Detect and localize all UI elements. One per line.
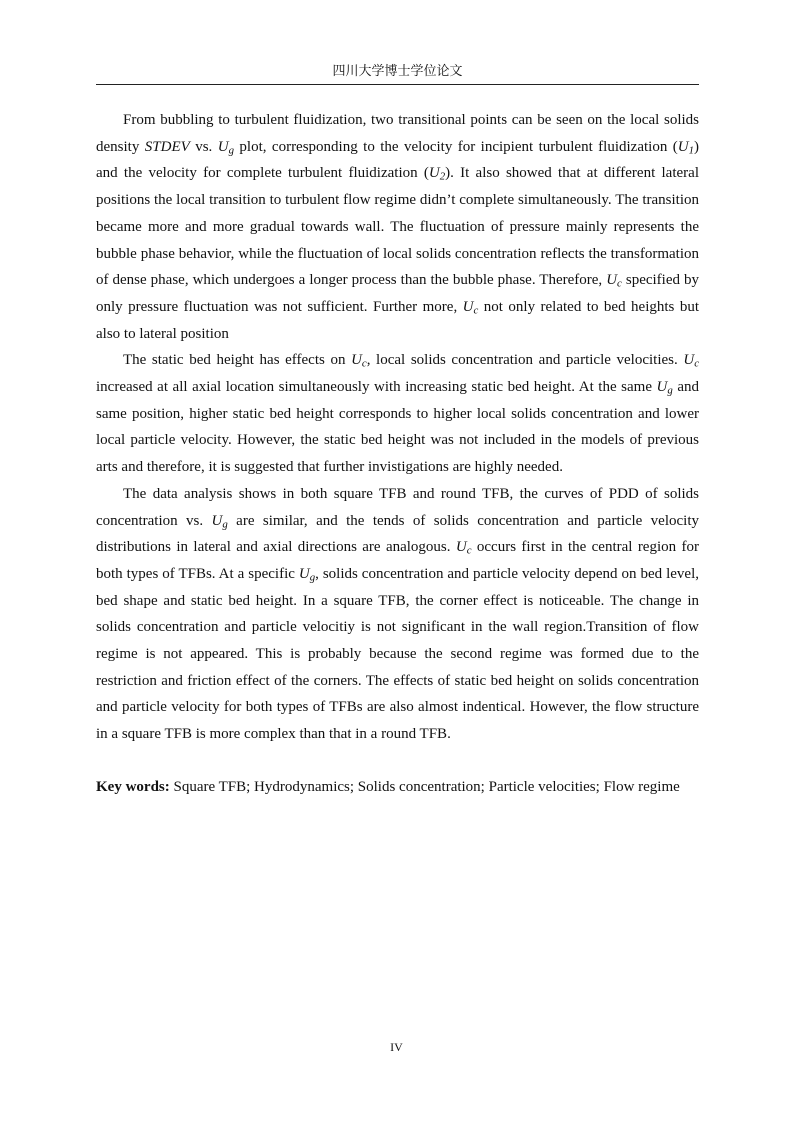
keywords-label: Key words:	[96, 778, 170, 795]
paragraph-1: From bubbling to turbulent fluidization, two transitional points can be seen on the local solids density STDEV vs. $U_g$ plot, corresponding to the velocity for incipient turbulent fluidization $(U_1)$ and the velocity for complete turbulent fluidization $(U_2)$. It also showed that at different lateral positions the local transition to turbulent flow regime didn’t complete simultaneously. The transition became more and more gradual towards wall. The fluctuation of pressure mainly represents the bubble phase behavior, while the fluctuation of local solids concentration reflects the transformation of dense phase, which undergoes a longer process than the bubble phase. Therefore, $U_c$ specified by only pressure fluctuation was not sufficient. Further more, $U_c$ not only related to bed heights but also to lateral position	[96, 112, 700, 342]
symbol-U: U	[462, 298, 474, 315]
symbol-U: U	[298, 565, 310, 582]
symbol-U: U	[606, 272, 618, 289]
symbol-U: U	[455, 539, 467, 556]
symbol-U: U	[428, 165, 440, 182]
running-header	[96, 62, 699, 85]
abstract-body	[96, 107, 699, 801]
symbol-U: U	[217, 138, 229, 155]
paragraph-2: The static bed height has effects on $U_c$, local solids concentration and particle velocities. $U_c$ increased at all axial location simultaneously with increasing static bed height. At the same $U_g$ and same position, higher static bed height corresponds to higher local solids concentration and lower local particle velocity. However, the static bed height was not included in the models of previous arts and therefore, it is suggested that further invistigations are highly needed.	[96, 352, 699, 476]
symbol-U: U	[656, 379, 668, 396]
header-title: 四川大学博士学位论文	[332, 64, 463, 79]
symbol-U: U	[683, 352, 695, 369]
symbol-U: U	[677, 138, 689, 155]
symbol-U: U	[211, 512, 223, 529]
keywords	[96, 774, 699, 801]
keywords-text: Square TFB; Hydrodynamics; Solids concentration; Particle velocities; Flow regime	[169, 778, 680, 795]
paragraph-3: The data analysis shows in both square TFB and round TFB, the curves of PDD of solids concentration vs. $U_g$ are similar, and the tends of solids concentration and particle velocity distributions in lateral and axial directions are analogous. $U_c$ occurs first in the central region for both types of TFBs. At a specific $U_g$, solids concentration and particle velocity depend on bed level, bed shape and static bed height. In a square TFB, the corner effect is noticeable. The change in solids concentration and particle velocitiy is not significant in the wall region.Transition of flow regime is not appeared. This is probably because the second regime was formed due to the restriction and friction effect of the corners. The effects of static bed height on solids concentration and particle velocity for both types of TFBs are also almost indentical. However, the flow structure in a square TFB is more complex than that in a round TFB.	[96, 485, 699, 743]
page-number: IV	[390, 1040, 403, 1054]
symbol-U: U	[351, 352, 362, 369]
